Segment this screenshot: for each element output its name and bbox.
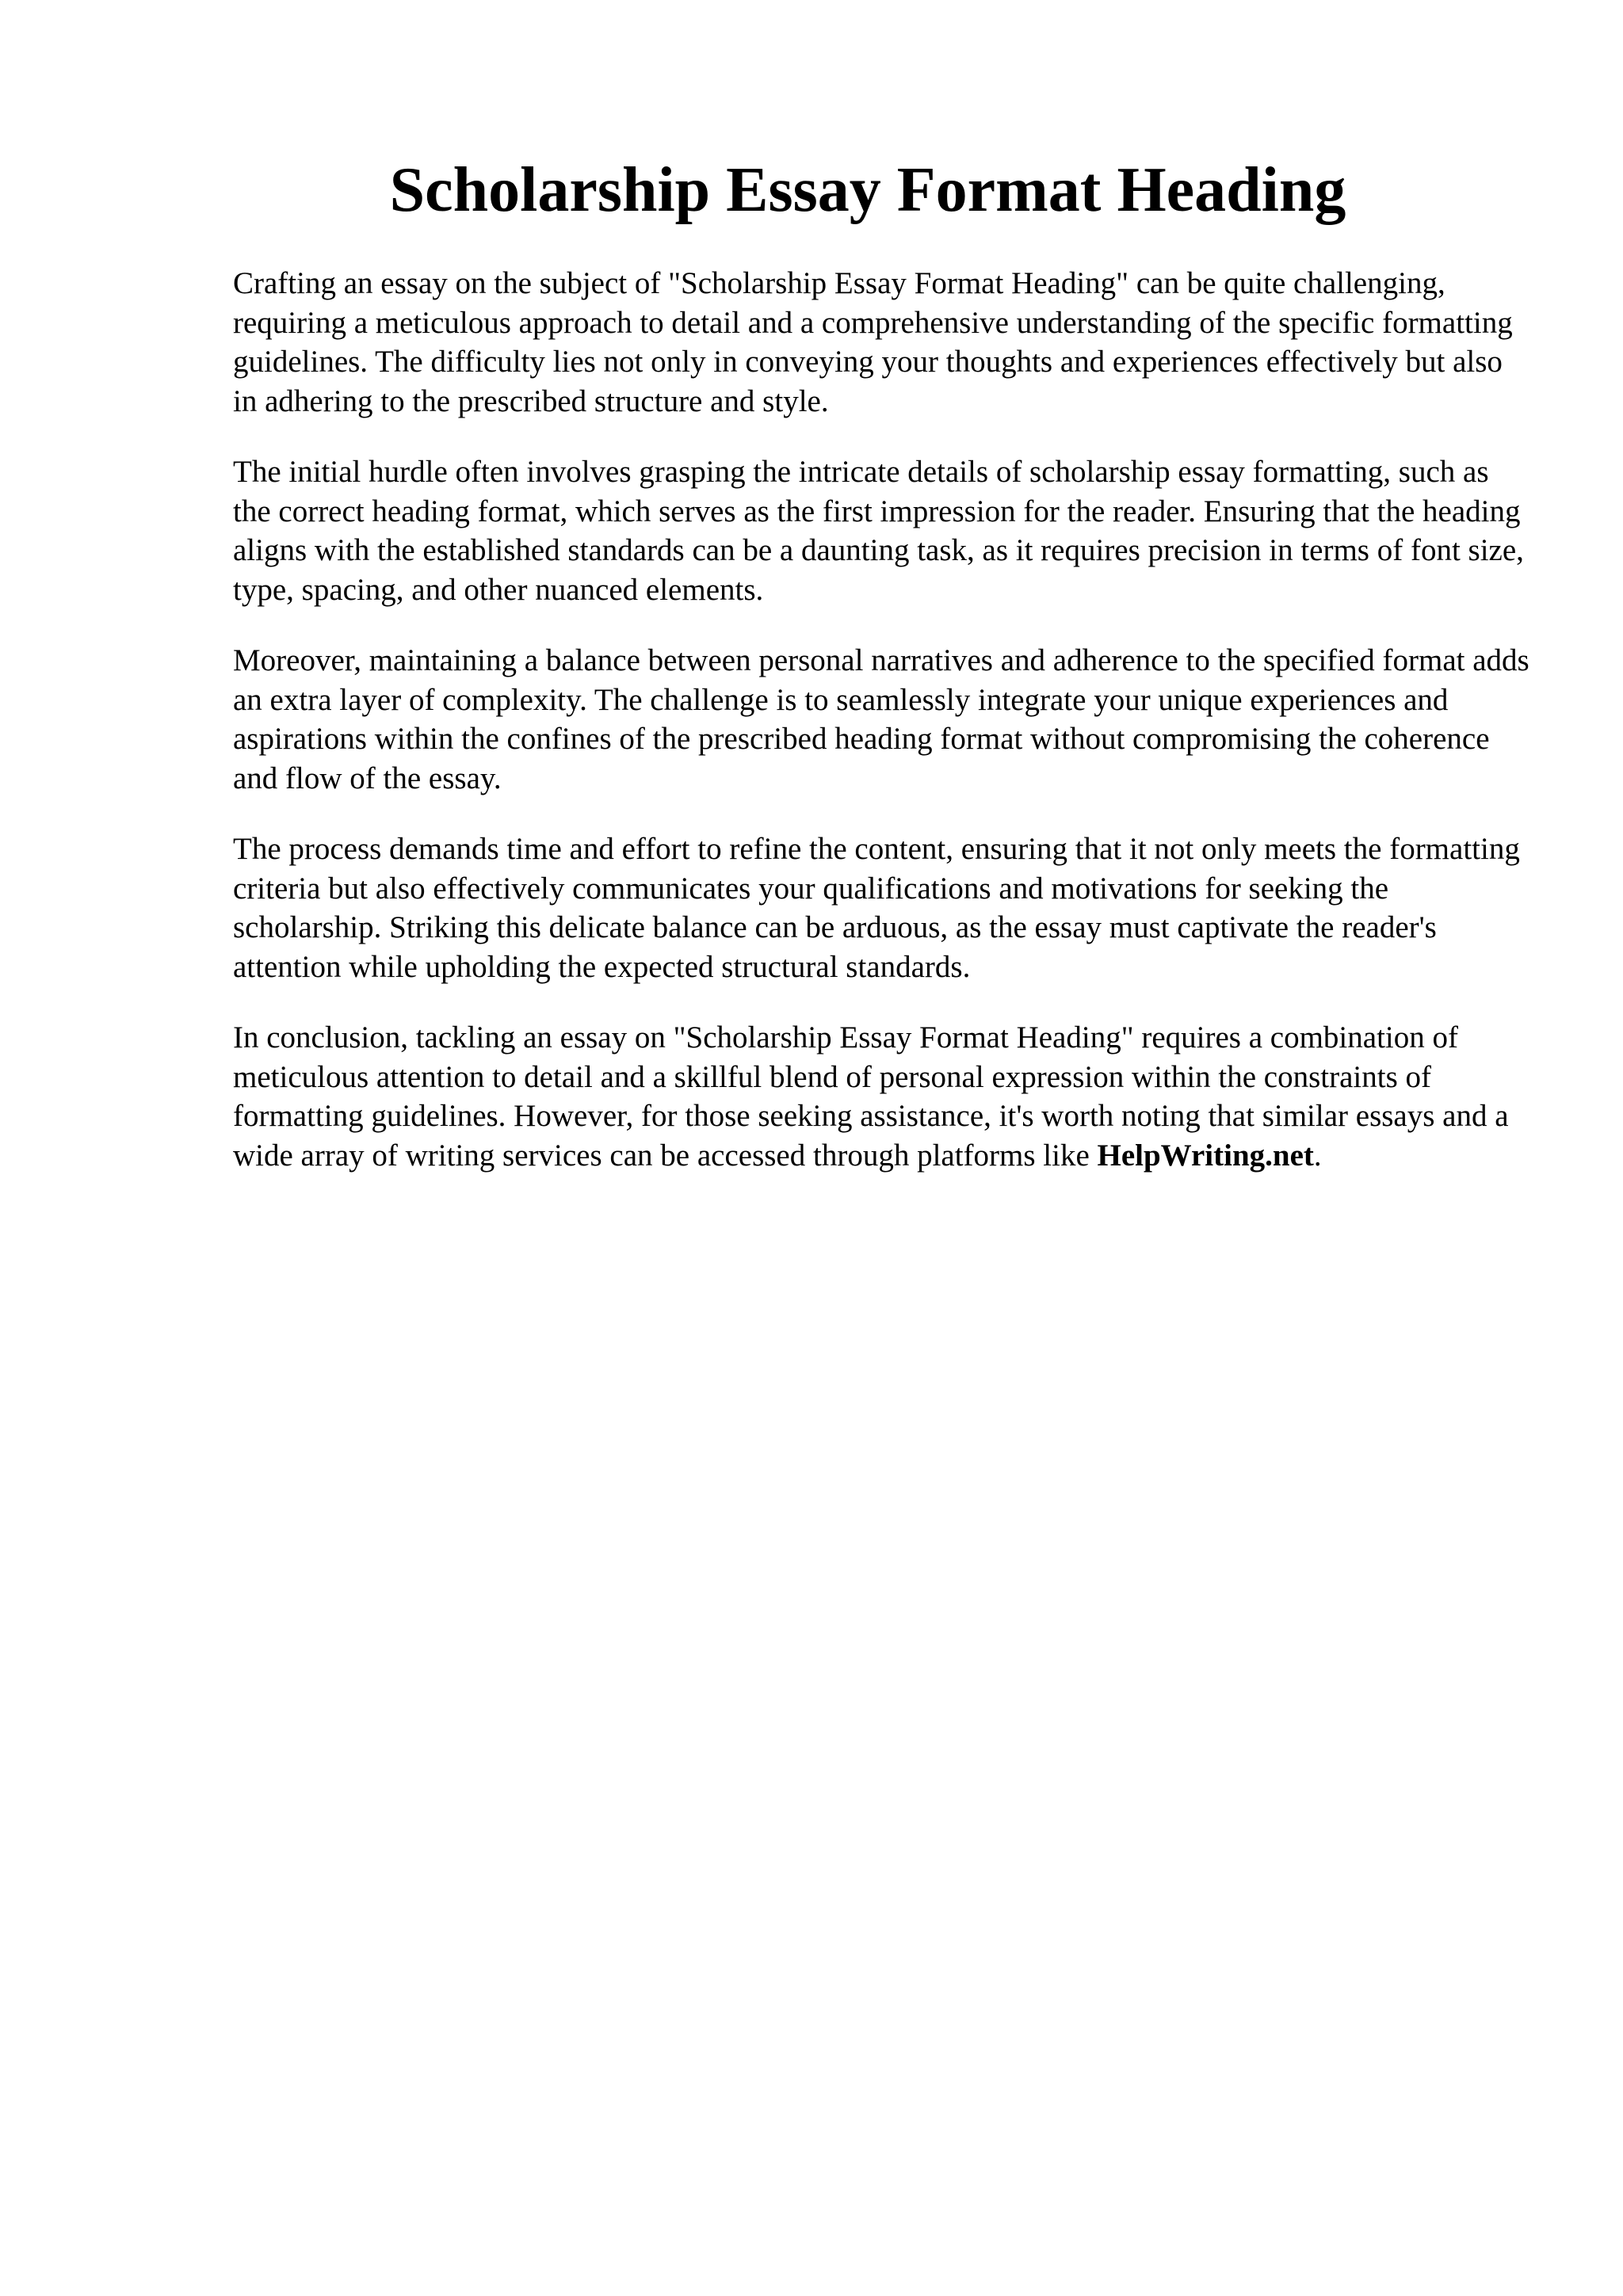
- paragraph-3: Moreover, maintaining a balance between personal narratives and adherence to the specified format adds an extra layer of complexity. The challenge is to seamlessly integrate your unique experiences and aspirations within the confines of the prescribed heading format without compromising the coherence and flow of the essay.: [233, 643, 1529, 795]
- conclusion-text: In conclusion, tackling an essay on "Scholarship Essay Format Heading" requires a combination of meticulous attention to detail and a skillful blend of personal expression within the constraints of formatting guidelines. However, for those seeking assistance, it's worth noting that similar essays and a wide array of writing services can be accessed through platforms like: [233, 1020, 1509, 1173]
- paragraph-2: The initial hurdle often involves grasping the intricate details of scholarship essay formatting, such as the correct heading format, which serves as the first impression for the reader. Ensuring that the heading aligns with the established standards can be a daunting task, as it requires precision in terms of font size, type, spacing, and other nuanced elements.: [233, 455, 1524, 607]
- paragraph-4: The process demands time and effort to refine the content, ensuring that it not only meets the formatting criteria but also effectively communicates your qualifications and motivations for seeking the scholarship. Striking this delicate balance can be arduous, as the essay must captivate the reader's attention while upholding the expected structural standards.: [233, 832, 1520, 984]
- paragraph-conclusion: [233, 1018, 1533, 1175]
- page-title: Scholarship Essay Format Heading: [389, 155, 1346, 225]
- conclusion-period: .: [1313, 1138, 1322, 1173]
- paragraph-1: Crafting an essay on the subject of "Scholarship Essay Format Heading" can be quite challenging, requiring a meticulous approach to detail and a comprehensive understanding of the specific formatting guidelines. The difficulty lies not only in conveying your thoughts and experiences effectively but also in adhering to the prescribed structure and style.: [233, 266, 1513, 418]
- essay-body: [233, 264, 1533, 1207]
- helpwriting-link[interactable]: HelpWriting.net: [1097, 1138, 1314, 1173]
